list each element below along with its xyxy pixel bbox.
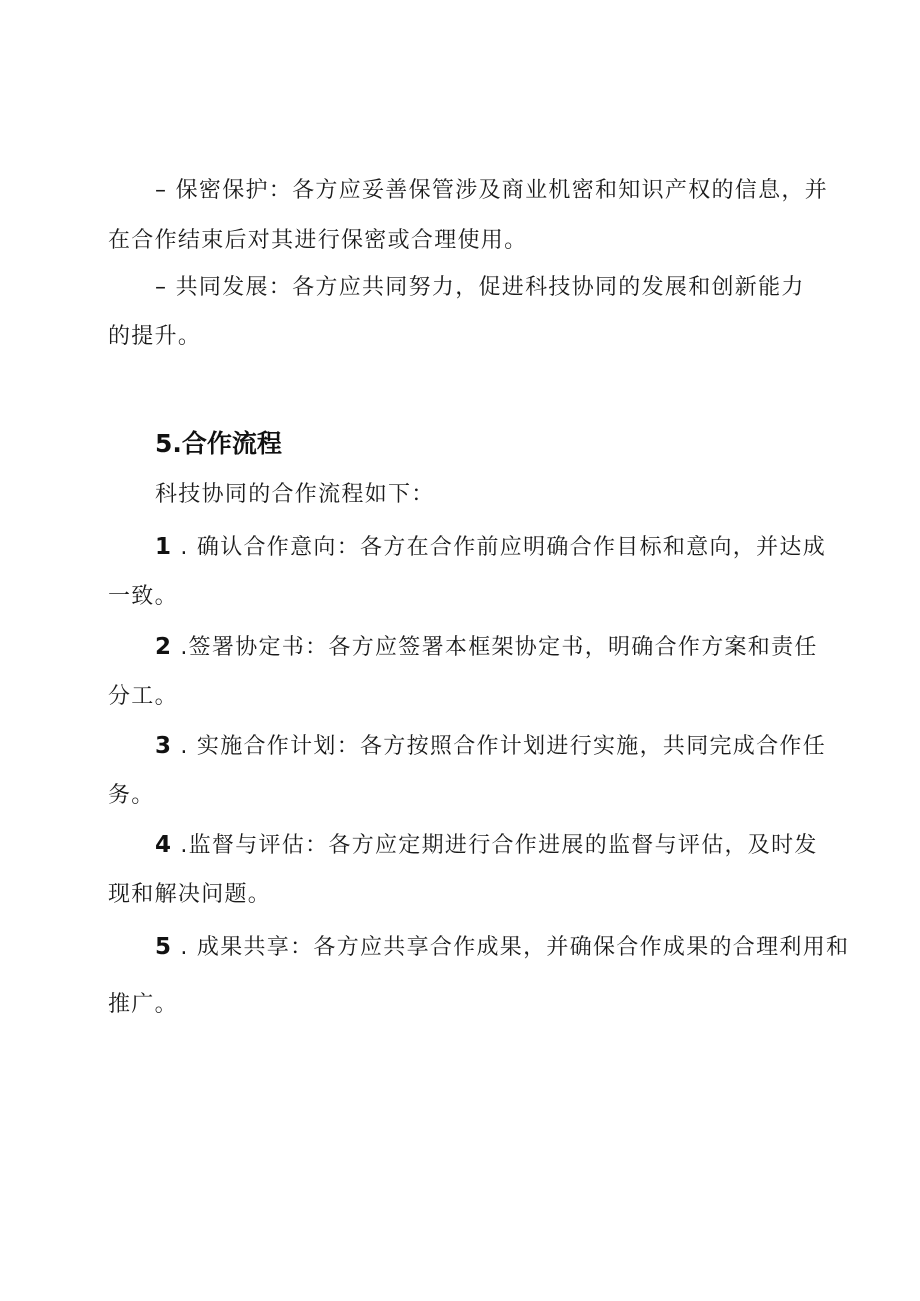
step-number: 5 xyxy=(155,934,173,960)
step-3-line1 xyxy=(155,731,826,762)
step-1-line1 xyxy=(155,532,826,563)
step-text: . 实施合作计划：各方按照合作计划进行实施，共同完成合作任 xyxy=(180,734,827,759)
step-2-line2: 分工。 xyxy=(108,684,178,709)
step-text: . 确认合作意向：各方在合作前应明确合作目标和意向，并达成 xyxy=(180,535,827,560)
step-text: . 成果共享：各方应共享合作成果，并确保合作成果的合理利用和 xyxy=(180,935,850,960)
bullet-development-line2: 的提升。 xyxy=(108,324,202,349)
step-2-line1 xyxy=(155,632,818,663)
step-number: 4 xyxy=(155,832,173,858)
step-5-line1 xyxy=(155,932,849,963)
bullet-confidentiality-line2: 在合作结束后对其进行保密或合理使用。 xyxy=(108,228,528,253)
step-4-line2: 现和解决问题。 xyxy=(108,882,272,907)
step-number: 1 xyxy=(155,534,173,560)
section-heading: 5.合作流程 xyxy=(155,429,282,458)
step-text: .签署协定书：各方应签署本框架协定书，明确合作方案和责任 xyxy=(180,635,818,660)
step-4-line1 xyxy=(155,830,818,861)
step-1-line2: 一致。 xyxy=(108,584,178,609)
step-5-line2: 推广。 xyxy=(108,992,178,1017)
bullet-development-line1: – 共同发展：各方应共同努力，促进科技协同的发展和创新能力 xyxy=(155,275,805,300)
step-number: 3 xyxy=(155,733,173,759)
step-3-line2: 务。 xyxy=(108,783,155,808)
section-intro: 科技协同的合作流程如下： xyxy=(155,482,435,507)
bullet-confidentiality-line1: – 保密保护：各方应妥善保管涉及商业机密和知识产权的信息，并 xyxy=(155,178,828,203)
step-number: 2 xyxy=(155,634,173,660)
step-text: .监督与评估：各方应定期进行合作进展的监督与评估，及时发 xyxy=(180,833,818,858)
